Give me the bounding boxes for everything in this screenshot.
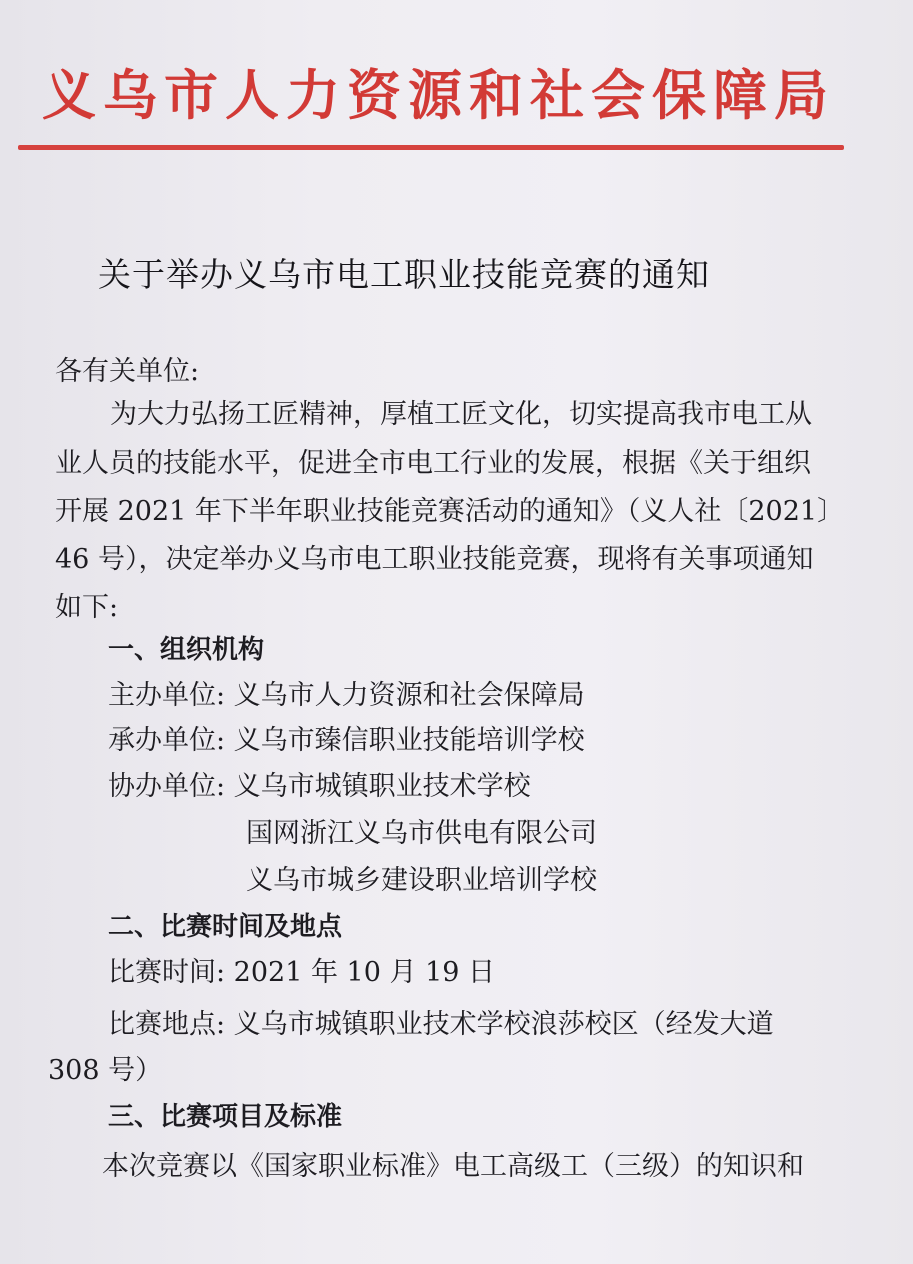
items-standards-line-1: 本次竞赛以《国家职业标准》电工高级工（三级）的知识和 [102, 1151, 804, 1182]
organizer-unit: 承办单位: 义乌市臻信职业技能培训学校 [108, 725, 585, 756]
competition-time: 比赛时间: 2021 年 10 月 19 日 [108, 957, 496, 988]
section-heading-items-standards: 三、比赛项目及标准 [108, 1102, 343, 1132]
letterhead-red-rule [18, 145, 844, 150]
intro-line-1: 为大力弘扬工匠精神，厚植工匠文化，切实提高我市电工从 [110, 399, 812, 430]
co-organizer-unit-1: 协办单位: 义乌市城镇职业技术学校 [108, 771, 531, 802]
section-heading-time-location: 二、比赛时间及地点 [108, 912, 343, 942]
agency-letterhead: 义乌市人力资源和社会保障局 [42, 63, 835, 127]
intro-line-2: 业人员的技能水平，促进全市电工行业的发展，根据《关于组织 [55, 448, 811, 479]
intro-line-3: 开展 2021 年下半年职业技能竞赛活动的通知》（义人社〔2021〕 [55, 496, 845, 527]
co-organizer-unit-3: 义乌市城乡建设职业培训学校 [246, 865, 597, 896]
document-title: 关于举办义乌市电工职业技能竞赛的通知 [98, 255, 710, 294]
intro-line-4: 46 号），决定举办义乌市电工职业技能竞赛，现将有关事项通知 [55, 544, 814, 575]
competition-location-line-2: 308 号） [48, 1055, 163, 1086]
intro-line-5: 如下: [55, 592, 119, 623]
competition-location-line-1: 比赛地点: 义乌市城镇职业技术学校浪莎校区（经发大道 [108, 1009, 774, 1040]
co-organizer-unit-2: 国网浙江义乌市供电有限公司 [246, 818, 597, 849]
host-unit: 主办单位: 义乌市人力资源和社会保障局 [108, 680, 585, 711]
section-heading-organization: 一、组织机构 [108, 635, 265, 665]
salutation: 各有关单位: [55, 356, 200, 387]
